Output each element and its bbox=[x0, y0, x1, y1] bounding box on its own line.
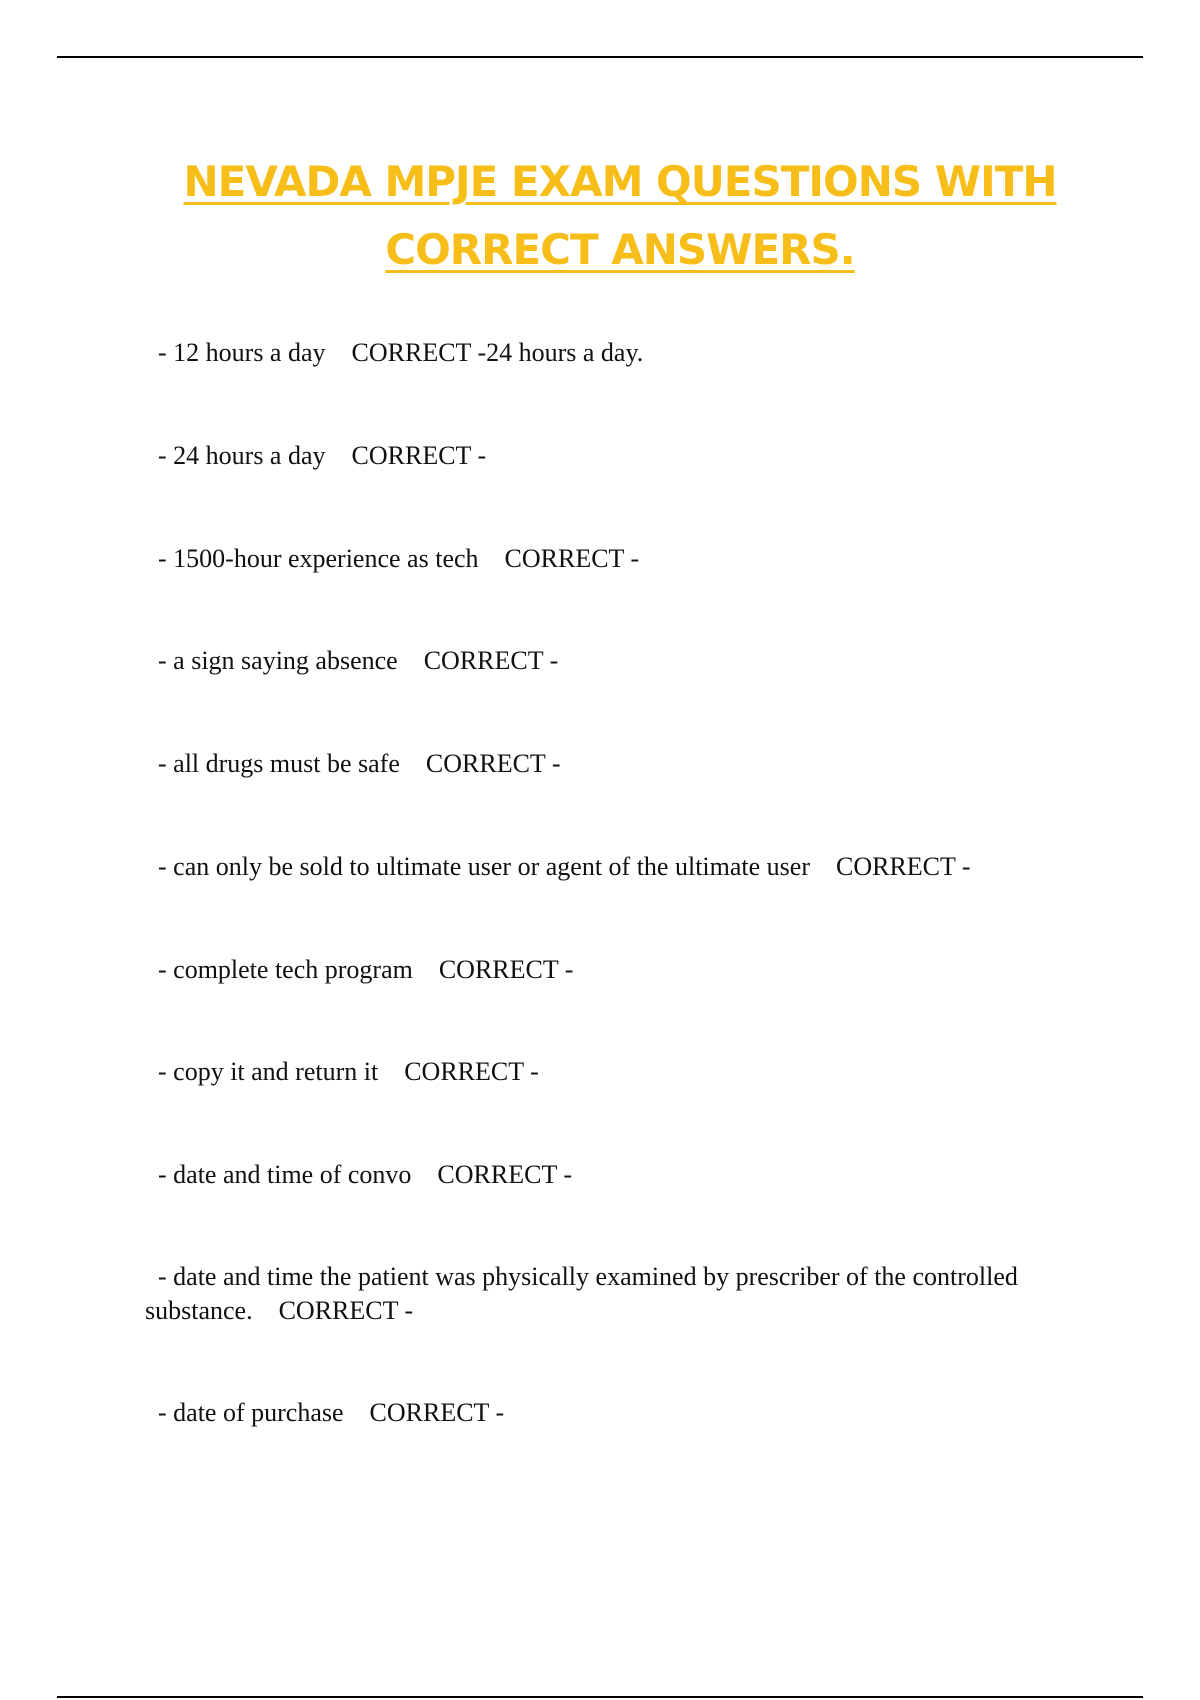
qa-item bbox=[145, 1362, 1085, 1430]
qa-item bbox=[145, 1226, 1085, 1328]
qa-item bbox=[145, 610, 1085, 678]
qa-item bbox=[145, 816, 1085, 884]
question-text: - 1500-hour experience as tech bbox=[158, 544, 479, 573]
top-rule bbox=[57, 56, 1143, 58]
answer-text: CORRECT - bbox=[278, 1296, 414, 1325]
answer-text: CORRECT -24 hours a day. bbox=[351, 338, 644, 367]
answer-text: CORRECT - bbox=[835, 852, 971, 881]
answer-text: CORRECT - bbox=[404, 1057, 539, 1086]
question-text: - 24 hours a day bbox=[158, 441, 326, 470]
question-text: - can only be sold to ultimate user or agent of the ultimate user bbox=[158, 852, 810, 881]
qa-item bbox=[145, 919, 1085, 987]
qa-item bbox=[145, 1021, 1085, 1089]
question-text: - a sign saying absence bbox=[158, 646, 398, 675]
title-line-1: NEVADA MPJE EXAM QUESTIONS WITH bbox=[183, 157, 1057, 206]
answer-text: CORRECT - bbox=[351, 441, 487, 470]
qa-item bbox=[145, 508, 1085, 576]
answer-text: CORRECT - bbox=[437, 1160, 573, 1189]
question-text: - date and time of convo bbox=[158, 1160, 412, 1189]
answer-text: CORRECT - bbox=[438, 955, 574, 984]
bottom-rule bbox=[57, 1696, 1143, 1698]
question-text: - all drugs must be safe bbox=[158, 749, 400, 778]
question-text: - date and time the patient was physically examined by prescriber of the controlled substance. bbox=[145, 1262, 1025, 1325]
answer-text: CORRECT - bbox=[425, 749, 561, 778]
question-text: - date of purchase bbox=[158, 1398, 344, 1427]
qa-item bbox=[145, 405, 1085, 473]
question-text: - 12 hours a day bbox=[158, 338, 326, 367]
qa-item bbox=[145, 713, 1085, 781]
title-line-2: CORRECT ANSWERS. bbox=[385, 225, 855, 274]
answer-text: CORRECT - bbox=[504, 544, 640, 573]
answer-text: CORRECT - bbox=[423, 646, 559, 675]
question-text: - complete tech program bbox=[158, 955, 413, 984]
qa-item bbox=[145, 1124, 1085, 1192]
qa-item bbox=[145, 302, 1085, 370]
answer-text: CORRECT - bbox=[369, 1398, 505, 1427]
question-text: - copy it and return it bbox=[158, 1057, 379, 1086]
document-title bbox=[130, 148, 1110, 284]
